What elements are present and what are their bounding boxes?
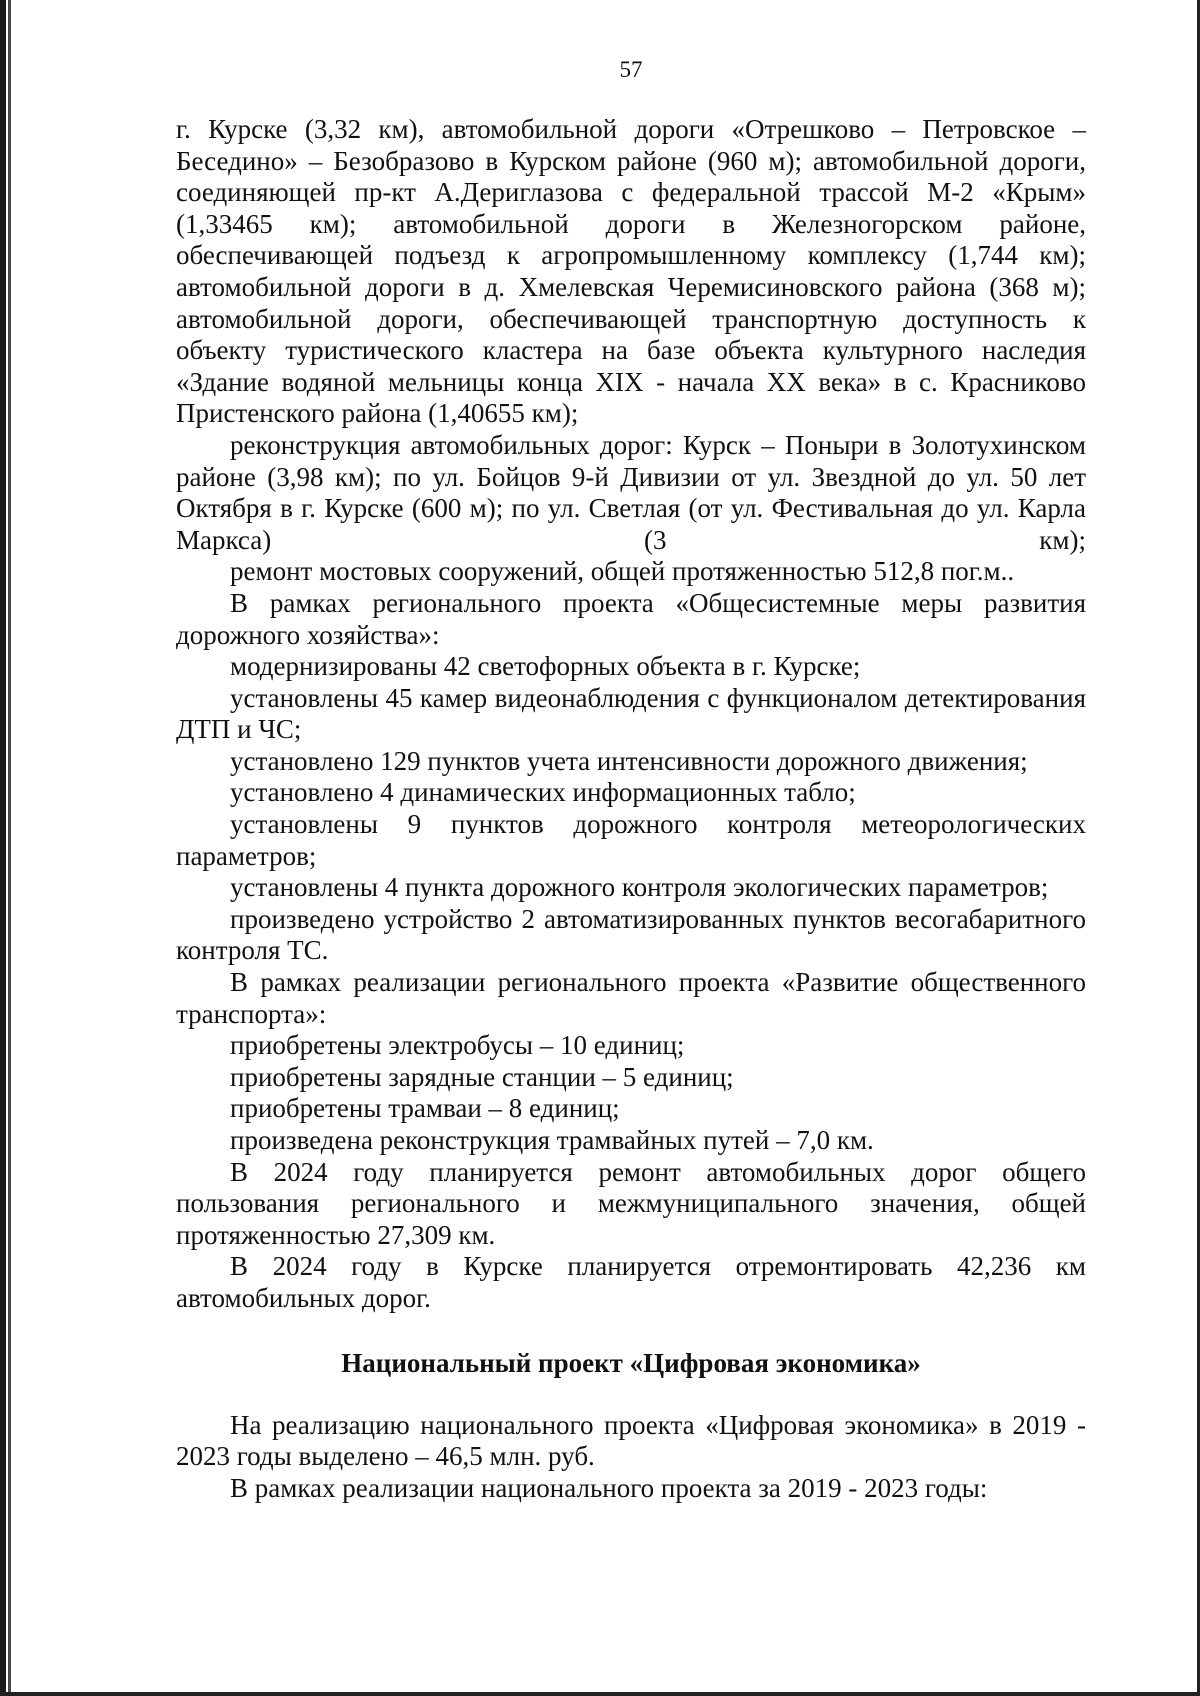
paragraph-reconstruction: реконструкция автомобильных дорог: Курск – Поныри в Золотухинском районе (3,98 км); по ул. Бойцов 9-й Дивизии от ул. Звездной до ул. 50 лет Октября в г. Курске (600 м); по ул. Светлая (от ул. Фестивальная до ул. Карла Маркса) (3 км); [176,429,1086,555]
list-item-electric-buses: приобретены электробусы – 10 единиц; [230,1030,685,1061]
scan-border-left [0,0,6,1696]
list-item-charging-stations: приобретены зарядные станции – 5 единиц; [230,1061,734,1092]
list-item-cameras: установлены 45 камер видеонаблюдения с функционалом детектирования ДТП и ЧС; [176,682,1086,745]
list-item-tram-tracks: произведена реконструкция трамвайных путей – 7,0 км. [230,1125,874,1155]
paragraph-plan-2024-kursk: В 2024 году в Курске планируется отремонтировать 42,236 км автомобильных дорог. [176,1251,1086,1313]
paragraph-digital-economy-results: В рамках реализации национального проекта за 2019 - 2023 годы: [230,1472,988,1503]
scan-border-left-inner [8,0,11,1696]
list-item-trams: приобретены трамваи – 8 единиц; [230,1093,620,1124]
list-item-traffic-counters: установлено 129 пунктов учета интенсивности дорожного движения; [230,745,1028,776]
list-item-weight-control: произведено устройство 2 автоматизированных пунктов весогабаритного контроля ТС. [176,903,1086,966]
section-heading: Национальный проект «Цифровая экономика» [341,1347,921,1378]
list-item-eco-stations: установлены 4 пункта дорожного контроля экологических параметров; [230,872,1049,903]
list-item-traffic-lights: модернизированы 42 светофорных объекта в г. Курске; [230,651,861,682]
paragraph-digital-economy-funding: На реализацию национального проекта «Цифровая экономика» в 2019 - 2023 годы выделено – 46,5 млн. руб. [176,1409,1086,1472]
document-body [176,114,1086,1504]
list-item-weather-stations: установлены 9 пунктов дорожного контроля метеорологических параметров; [176,809,1086,871]
scan-border-bottom [0,1692,1200,1696]
list-item-info-boards: установлено 4 динамических информационных табло; [230,777,856,808]
paragraph-regional-project-roads: В рамках регионального проекта «Общесистемные меры развития дорожного хозяйства»: [176,587,1086,650]
paragraph-plan-2024-regional: В 2024 году планируется ремонт автомобильных дорог общего пользования регионального и межмуниципального значения, общей протяженностью 27,309 км. [176,1156,1086,1250]
paragraph-regional-project-transport: В рамках реализации регионального проекта «Развитие общественного транспорта»: [176,967,1086,1029]
page-number: 57 [619,57,643,82]
paragraph-continuation: г. Курске (3,32 км), автомобильной дороги «Отрешково – Петровское – Беседино» – Безобразово в Курском районе (960 м); автомобильной дороги, соединяющей пр-кт А.Дериглазова с федеральной трассой М-2 «Крым» (1,33465 км); автомобильной дороги в Железногорском районе, обеспечивающей подъезд к агропромышленному комплексу (1,744 км); автомобильной дороги в д. Хмелевская Черемисиновского района (368 м); автомобильной дороги, обеспечивающей транспортную доступность к объекту туристического кластера на базе объекта культурного наследия «Здание водяной мельницы конца XIX - начала XX века» в с. Красниково Пристенского района (1,40655 км); [176,114,1086,429]
paragraph-bridge-repair: ремонт мостовых сооружений, общей протяженностью 512,8 пог.м.. [230,556,1015,587]
